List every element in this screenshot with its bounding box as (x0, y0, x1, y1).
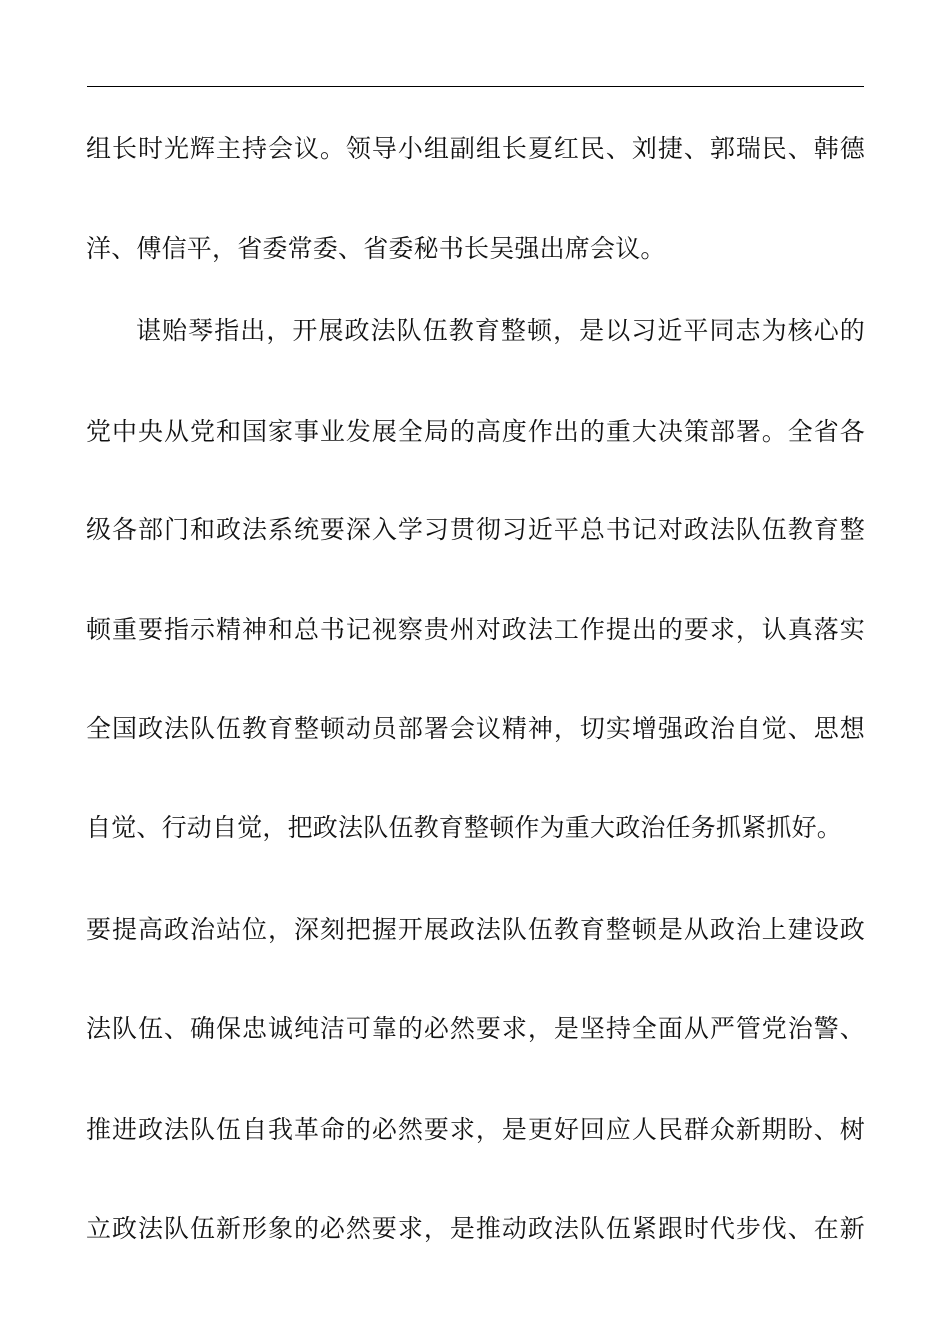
text-line: 全国政法队伍教育整顿动员部署会议精神，切实增强政治自觉、思想 (86, 714, 865, 743)
text-line: 谌贻琴指出，开展政法队伍教育整顿，是以习近平同志为核心的 (136, 316, 865, 345)
text-line: 组长时光辉主持会议。领导小组副组长夏红民、刘捷、郭瑞民、韩德 (86, 134, 865, 163)
text-line: 立政法队伍新形象的必然要求，是推动政法队伍紧跟时代步伐、在新 (86, 1214, 865, 1243)
text-line: 洋、傅信平，省委常委、省委秘书长吴强出席会议。 (86, 234, 666, 263)
text-line: 党中央从党和国家事业发展全局的高度作出的重大决策部署。全省各 (86, 417, 865, 446)
text-line: 级各部门和政法系统要深入学习贯彻习近平总书记对政法队伍教育整 (86, 515, 865, 544)
text-line: 法队伍、确保忠诚纯洁可靠的必然要求，是坚持全面从严管党治警、 (86, 1014, 865, 1043)
text-line: 自觉、行动自觉，把政法队伍教育整顿作为重大政治任务抓紧抓好。 (86, 813, 843, 842)
text-line: 顿重要指示精神和总书记视察贵州对政法工作提出的要求，认真落实 (86, 615, 865, 644)
text-line: 要提高政治站位，深刻把握开展政法队伍教育整顿是从政治上建设政 (86, 915, 865, 944)
header-rule (87, 86, 864, 87)
text-line: 推进政法队伍自我革命的必然要求，是更好回应人民群众新期盼、树 (86, 1115, 865, 1144)
